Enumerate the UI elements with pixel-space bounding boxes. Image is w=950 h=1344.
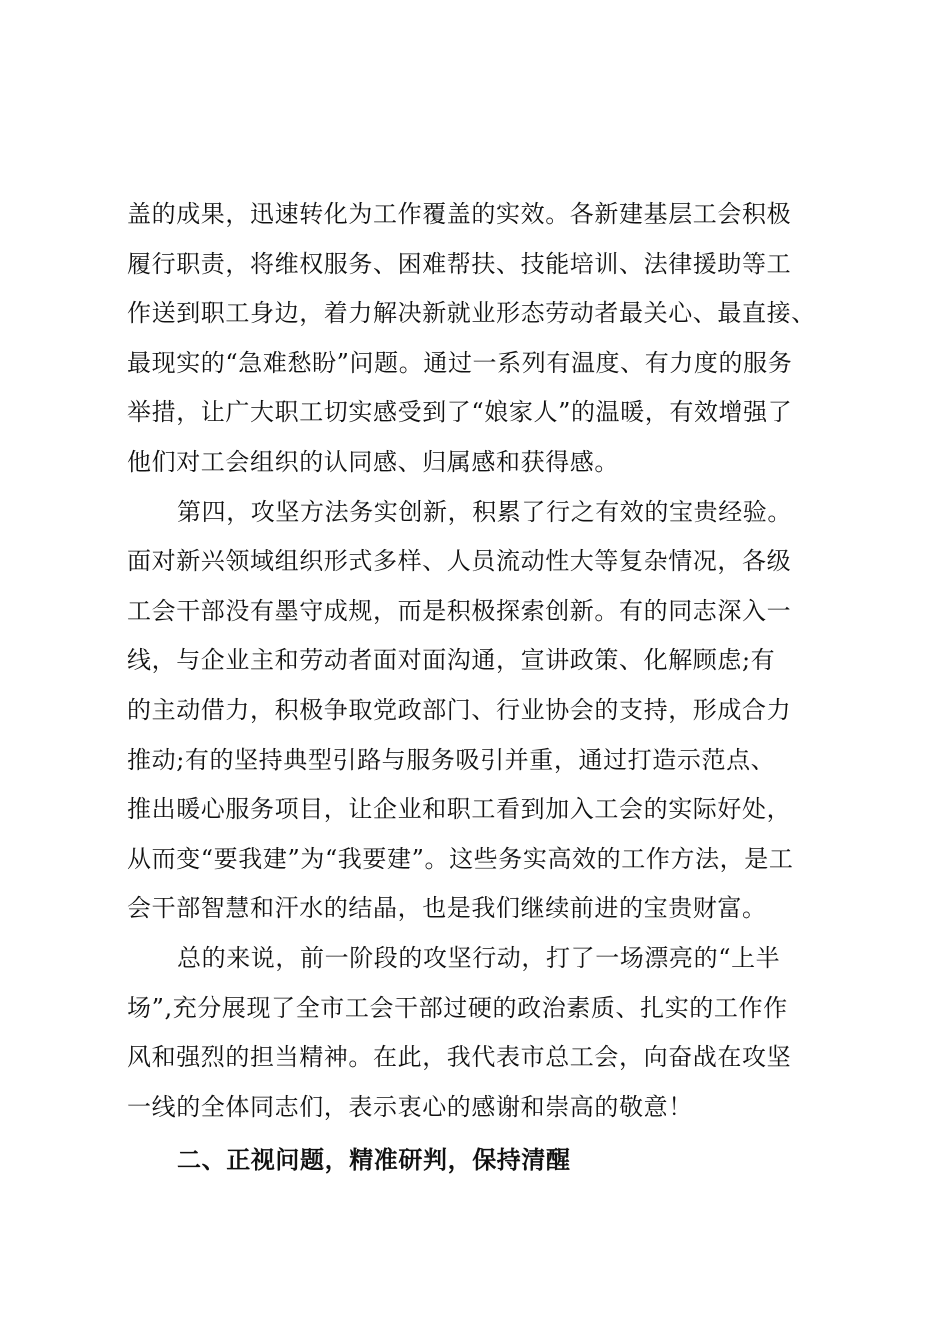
section-heading: 二、正视问题，精准研判，保持清醒 [177, 1146, 571, 1175]
paragraph-start-line: 第四，攻坚方法务实创新，积累了行之有效的宝贵经验。 [177, 497, 792, 526]
text-line: 一线的全体同志们，表示衷心的感谢和崇高的敬意！ [127, 1092, 693, 1121]
text-line: 推动;有的坚持典型引路与服务吸引并重，通过打造示范点、 [127, 745, 776, 774]
text-line: 他们对工会组织的认同感、归属感和获得感。 [127, 447, 619, 476]
body-text [127, 190, 827, 1186]
text-line: 面对新兴领域组织形式多样、人员流动性大等复杂情况，各级 [127, 547, 792, 576]
text-line: 工会干部没有墨守成规，而是积极探索创新。有的同志深入一 [127, 596, 792, 625]
paragraph-start-line: 总的来说，前一阶段的攻坚行动，打了一场漂亮的“上半 [177, 943, 781, 972]
text-line: 会干部智慧和汗水的结晶，也是我们继续前进的宝贵财富。 [127, 894, 767, 923]
text-line: 场”,充分展现了全市工会干部过硬的政治素质、扎实的工作作 [127, 993, 788, 1022]
text-line: 从而变“要我建”为“我要建”。这些务实高效的工作方法，是工 [127, 844, 794, 873]
text-line: 风和强烈的担当精神。在此，我代表市总工会，向奋战在攻坚 [127, 1043, 792, 1072]
text-line: 推出暖心服务项目，让企业和职工看到加入工会的实际好处， [127, 795, 792, 824]
text-line: 履行职责，将维权服务、困难帮扶、技能培训、法律援助等工 [127, 249, 792, 278]
text-line: 线，与企业主和劳动者面对面沟通，宣讲政策、化解顾虑;有 [127, 646, 776, 675]
text-line: 最现实的“急难愁盼”问题。通过一系列有温度、有力度的服务 [127, 348, 793, 377]
text-line: 举措，让广大职工切实感受到了“娘家人”的温暖，有效增强了 [127, 398, 793, 427]
text-line: 作送到职工身边，着力解决新就业形态劳动者最关心、最直接、 [127, 299, 816, 328]
text-line: 盖的成果，迅速转化为工作覆盖的实效。各新建基层工会积极 [127, 200, 792, 228]
text-line: 的主动借力，积极争取党政部门、行业协会的支持，形成合力 [127, 695, 792, 724]
